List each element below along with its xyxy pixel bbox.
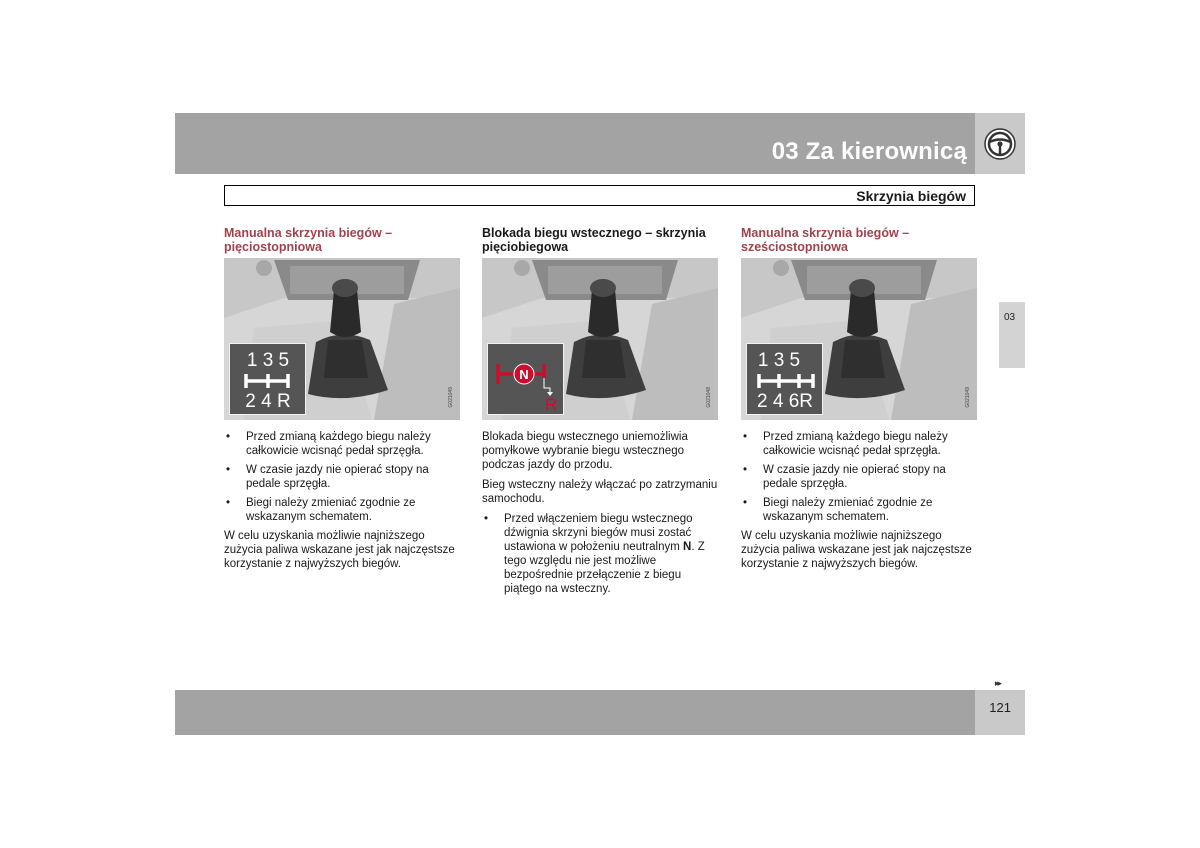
five-speed-shift-pattern: [229, 343, 306, 415]
fuel-tip-paragraph: W celu uzyskania możliwie najniższego zużycia paliwa wskazane jest jak najczęstsze korzystanie z najwyższych biegów.: [224, 530, 455, 570]
five-speed-figure: [224, 258, 460, 420]
reverse-lock-paragraph: Bieg wsteczny należy włączać po zatrzymaniu samochodu.: [482, 479, 718, 505]
pattern-top-row: 1 3 5: [246, 350, 290, 371]
five-speed-heading: Manualna skrzynia biegów – pięciostopniowa: [224, 226, 393, 254]
figure-code: G021048: [706, 387, 712, 408]
list-item: • W czasie jazdy nie opierać stopy na pedale sprzęgła.: [743, 464, 946, 490]
reverse-lock-figure: [482, 258, 718, 420]
neutral-label: N: [519, 367, 529, 382]
list-item: • Biegi należy zmieniać zgodnie ze wskazanym schematem.: [743, 497, 933, 523]
figure-code: G021049: [965, 387, 971, 408]
steering-wheel-icon: [983, 127, 1017, 161]
reverse-lock-pattern: [487, 343, 564, 415]
fuel-tip-paragraph: W celu uzyskania możliwie najniższego zużycia paliwa wskazane jest jak najczęstsze korzystanie z najwyższych biegów.: [741, 530, 972, 570]
pattern-top-row: 1 3 5: [757, 350, 801, 371]
list-item: • Przed zmianą każdego biegu należy całkowicie wcisnąć pedał sprzęgła.: [226, 431, 431, 457]
pattern-bottom-row: 2 4 6R: [757, 391, 813, 412]
six-speed-heading: Manualna skrzynia biegów – sześciostopniowa: [741, 226, 910, 254]
column-five-speed: [224, 226, 460, 577]
column-six-speed: [741, 226, 977, 577]
list-item: • W czasie jazdy nie opierać stopy na pedale sprzęgła.: [226, 464, 429, 490]
side-tab-label: 03: [1004, 312, 1016, 323]
figure-code: G021049: [448, 387, 454, 408]
list-item: • Biegi należy zmieniać zgodnie ze wskazanym schematem.: [226, 497, 416, 523]
chapter-header-bar: [175, 113, 975, 174]
pattern-bottom-row: 2 4 R: [245, 391, 291, 412]
list-item: • Przed zmianą każdego biegu należy całkowicie wcisnąć pedał sprzęgła.: [743, 431, 948, 457]
reverse-lock-text: [482, 430, 718, 596]
chapter-side-tab: [999, 302, 1025, 368]
footer-page-box: [975, 690, 1025, 735]
six-speed-shift-pattern: [746, 343, 823, 415]
section-title: Skrzynia biegów: [856, 188, 966, 204]
continue-arrows-icon: ▸▸: [995, 678, 1001, 688]
reverse-label: R: [544, 395, 558, 414]
six-speed-figure: [741, 258, 977, 420]
chapter-icon-box: [975, 113, 1025, 174]
page-number: 121: [989, 700, 1011, 715]
footer-bar: [175, 690, 975, 735]
chapter-title: 03 Za kierownicą: [771, 138, 967, 165]
reverse-lock-heading: Blokada biegu wstecznego – skrzynia pięciobiegowa: [482, 226, 706, 254]
list-item: • Przed włączeniem biegu wstecznego dźwignia skrzyni biegów musi zostać ustawiona w położeniu neutralnym N. Z tego względu nie jest możliwe bezpośrednie przełączenie z biegu piątego na wsteczny.: [484, 513, 705, 595]
column-reverse-lock: [482, 226, 718, 601]
five-speed-text: [224, 430, 460, 571]
reverse-lock-paragraph: Blokada biegu wstecznego uniemożliwia pomyłkowe wybranie biegu wstecznego podczas jazdy do przodu.: [482, 431, 688, 471]
six-speed-text: [741, 430, 977, 571]
section-header: [224, 185, 975, 206]
